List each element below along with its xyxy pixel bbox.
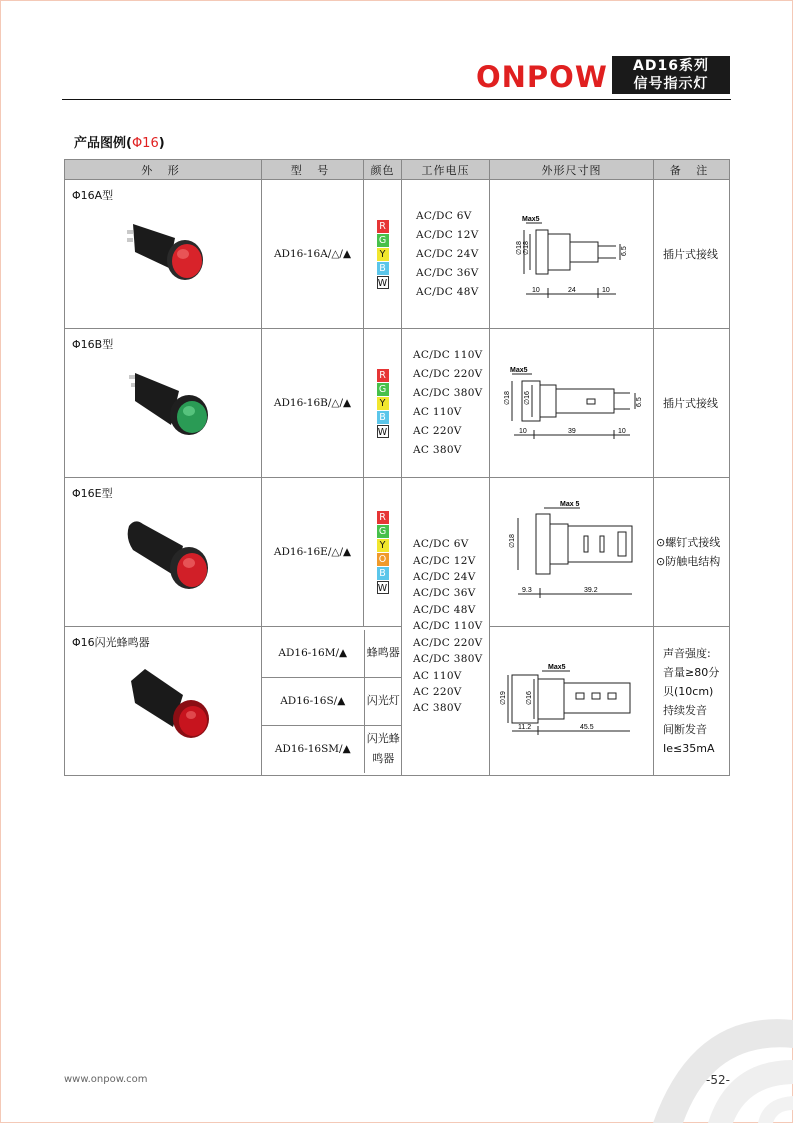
brand-logo: ONPOW — [476, 60, 608, 94]
dimension-drawing-cell — [490, 180, 654, 329]
voltage-item: AC/DC 220V — [413, 368, 483, 380]
color-chip-green: G — [377, 234, 389, 247]
dim-max: Max5 — [522, 216, 540, 223]
dim-length-1: 10 — [519, 428, 527, 435]
indicator-lamp-image — [121, 514, 221, 594]
product-image-cell — [65, 180, 262, 329]
dim-length-3: 10 — [602, 287, 610, 294]
color-chip-red: R — [377, 511, 389, 524]
dim-diameter-inner: ∅16 — [524, 391, 531, 405]
dim-max: Max 5 — [560, 501, 580, 508]
color-chip-blue: B — [377, 411, 389, 424]
dimension-drawing — [490, 329, 652, 474]
voltage-item: AC/DC 12V — [416, 228, 479, 241]
color-cell — [364, 180, 402, 329]
series-line-1: AD16系列 — [633, 58, 709, 74]
dimension-drawing — [490, 627, 652, 772]
note-line: ⊙防触电结构 — [656, 555, 721, 568]
color-cell — [364, 478, 402, 627]
voltage-item: AC/DC 110V — [413, 349, 483, 361]
indicator-lamp-image — [123, 365, 223, 440]
color-line: 闪光蜂 — [366, 732, 400, 745]
sub-row — [262, 677, 402, 725]
voltage-item: AC 380V — [413, 444, 462, 456]
dim-diameter-inner: ∅16 — [526, 691, 533, 705]
voltage-cell — [402, 180, 490, 329]
color-chip-red: R — [377, 220, 389, 233]
shared-voltage-cell — [402, 478, 490, 776]
voltage-item: AC/DC 12V — [413, 554, 476, 567]
section-title — [74, 132, 165, 151]
dimension-drawing-cell — [490, 478, 654, 627]
note-line: 持续发音 — [663, 704, 707, 717]
voltage-item: AC/DC 110V — [413, 620, 483, 633]
color-cell: 蜂鸣器 — [364, 630, 402, 678]
table-row — [65, 627, 730, 776]
color-line: 鸣器 — [372, 752, 395, 765]
voltage-item: AC/DC 24V — [416, 247, 479, 260]
note-line: Ie≤35mA — [663, 742, 715, 755]
voltage-item: AC/DC 6V — [416, 209, 472, 222]
dimension-drawing-cell — [490, 329, 654, 478]
buzzer-image — [121, 663, 221, 743]
header-note: 备 注 — [654, 160, 730, 180]
color-chip-blue: B — [377, 567, 389, 580]
table-header-row — [65, 160, 730, 180]
note-cell: 插片式接线 — [654, 180, 730, 329]
note-line: 音量≥80分 — [663, 666, 720, 679]
note-cell: 插片式接线 — [654, 329, 730, 478]
page-number: -52- — [706, 1073, 730, 1087]
model-cell: AD16-16SM/▲ — [262, 725, 364, 773]
color-chip-yellow: Y — [377, 539, 389, 552]
dim-length-2: 39.2 — [584, 587, 598, 594]
color-cell: 闪光灯 — [364, 677, 402, 725]
color-chip-green: G — [377, 383, 389, 396]
color-cell — [364, 329, 402, 478]
voltage-item: AC/DC 48V — [416, 285, 479, 298]
dimension-drawing — [490, 180, 652, 325]
model-cell: AD16-16B/△/▲ — [262, 329, 364, 478]
series-line-2: 信号指示灯 — [633, 76, 709, 92]
voltage-item: AC/DC 380V — [413, 653, 483, 666]
product-image-cell — [65, 329, 262, 478]
product-label: Φ16B型 — [72, 338, 114, 351]
product-label: Φ16A型 — [72, 189, 114, 202]
color-chip-orange: O — [377, 553, 389, 566]
voltage-item: AC 380V — [413, 702, 462, 715]
voltage-item: AC 110V — [413, 669, 462, 682]
section-title-text: 产品图例( — [74, 136, 132, 151]
model-cell: AD16-16S/▲ — [262, 677, 364, 725]
product-label: Φ16E型 — [72, 487, 113, 500]
note-line: 贝(10cm) — [663, 685, 714, 698]
color-chip-blue: B — [377, 262, 389, 275]
dimension-drawing — [490, 478, 652, 623]
voltage-item: AC/DC 380V — [413, 387, 483, 399]
product-label: Φ16闪光蜂鸣器 — [72, 636, 150, 649]
voltage-item: AC/DC 220V — [413, 636, 483, 649]
dim-diameter: ∅18 — [509, 534, 516, 548]
subtable — [262, 630, 402, 773]
table-row — [65, 329, 730, 478]
color-chip-white: W — [377, 277, 388, 289]
header-dimension: 外形尺寸图 — [490, 160, 654, 180]
note-cell — [654, 627, 730, 776]
series-title-box — [612, 56, 730, 94]
sub-row — [262, 725, 402, 773]
section-title-close: ) — [158, 136, 165, 151]
indicator-lamp-image — [123, 210, 213, 285]
dim-diameter-outer: ∅19 — [500, 691, 507, 705]
color-chip-red: R — [377, 369, 389, 382]
dim-length-1: 9.3 — [522, 587, 532, 594]
model-cell: AD16-16E/△/▲ — [262, 478, 364, 627]
voltage-item: AC/DC 48V — [413, 603, 476, 616]
color-chip-yellow: Y — [377, 397, 389, 410]
sub-row — [262, 630, 402, 678]
note-line: 间断发音 — [663, 723, 707, 736]
note-cell — [654, 478, 730, 627]
dim-max: Max5 — [510, 367, 528, 374]
dim-diameter-outer: ∅18 — [516, 241, 523, 255]
header-voltage: 工作电压 — [402, 160, 490, 180]
color-chip-green: G — [377, 525, 389, 538]
dim-length-2: 24 — [568, 287, 576, 294]
voltage-item: AC/DC 36V — [413, 587, 476, 600]
voltage-item: AC/DC 6V — [413, 538, 469, 551]
model-cell: AD16-16M/▲ — [262, 630, 364, 678]
color-chip-white: W — [377, 426, 388, 438]
header-color: 颜色 — [364, 160, 402, 180]
dim-terminal: 6.5 — [621, 246, 628, 256]
corner-swirl-decoration — [613, 1000, 793, 1123]
dim-max: Max5 — [548, 664, 566, 671]
dim-length-2: 45.5 — [580, 724, 594, 731]
table-row — [65, 180, 730, 329]
footer-url[interactable]: www.onpow.com — [64, 1074, 148, 1085]
dimension-drawing-cell — [490, 627, 654, 776]
dim-length-3: 10 — [618, 428, 626, 435]
dim-length-1: 11.2 — [518, 724, 532, 731]
voltage-item: AC/DC 36V — [416, 266, 479, 279]
dim-terminal: 6.5 — [636, 397, 643, 407]
header-rule — [62, 99, 731, 100]
dim-diameter-inner: ∅18 — [523, 241, 530, 255]
voltage-item: AC/DC 24V — [413, 571, 476, 584]
dim-length-2: 39 — [568, 428, 576, 435]
section-title-phi: Φ16 — [131, 136, 159, 151]
voltage-item: AC 220V — [413, 425, 462, 437]
note-line: ⊙螺钉式接线 — [656, 536, 721, 549]
voltage-item: AC 110V — [413, 406, 462, 418]
color-chip-yellow: Y — [377, 248, 389, 261]
product-image-cell — [65, 627, 262, 776]
header-model: 型 号 — [262, 160, 364, 180]
dim-diameter-outer: ∅18 — [504, 391, 511, 405]
dim-length-1: 10 — [532, 287, 540, 294]
note-line: 声音强度: — [663, 647, 711, 660]
voltage-item: AC 220V — [413, 685, 462, 698]
product-image-cell — [65, 478, 262, 627]
color-chip-white: W — [377, 582, 388, 594]
voltage-cell — [402, 329, 490, 478]
color-cell — [364, 725, 402, 773]
header-appearance: 外 形 — [65, 160, 262, 180]
model-color-subtable-cell — [262, 627, 402, 776]
model-cell: AD16-16A/△/▲ — [262, 180, 364, 329]
product-table — [64, 159, 730, 776]
table-row — [65, 478, 730, 627]
